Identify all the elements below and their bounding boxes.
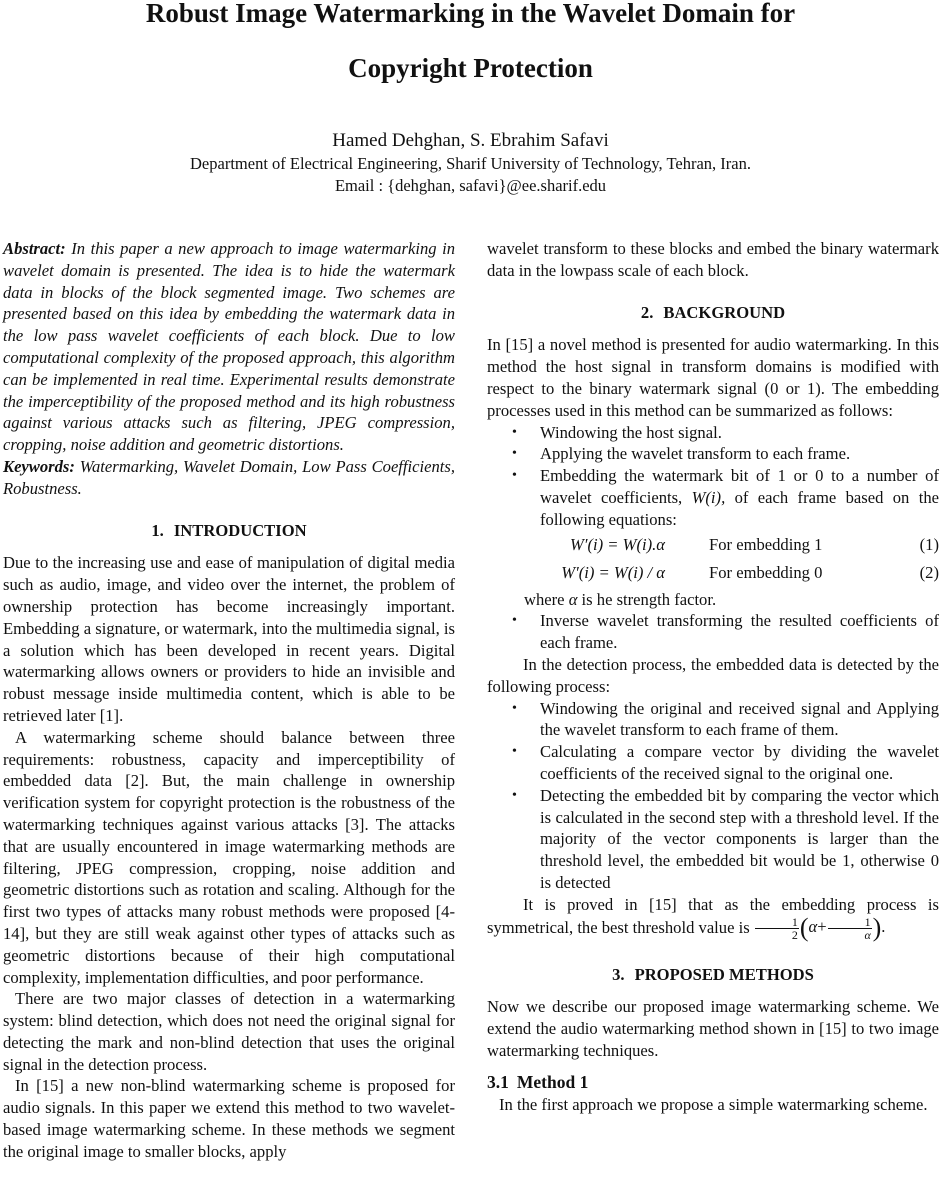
bullet-icon: •	[512, 446, 517, 462]
keywords-label: Keywords:	[3, 456, 75, 476]
paper-title-line-2: Copyright Protection	[348, 53, 593, 83]
section-heading-proposed-methods	[487, 964, 939, 986]
list-item: • Inverse wavelet transforming the resulted coefficients of each frame.	[512, 611, 939, 653]
intro-paragraph-3: There are two major classes of detection in a watermarking system: blind detection, which does not need the original signal for detecting the mark and non-blind detection that uses the original signal in the detection process.	[3, 989, 455, 1074]
list-item: • Detecting the embedded bit by comparing the vector which is calculated in the second step with a threshold level. If the majority of the vector components is larger than the threshold level, the embedded bit would be 1, otherwise 0 is detected	[512, 785, 939, 892]
embedding-steps-list-continued	[487, 610, 939, 654]
subsection-heading-method-1	[487, 1072, 939, 1094]
section-number: 3.	[612, 964, 625, 984]
section-heading-background	[487, 302, 939, 324]
authors: Hamed Dehghan, S. Ebrahim Safavi	[332, 130, 609, 151]
abstract	[3, 238, 455, 456]
equation-1	[487, 531, 939, 559]
equation-condition: For embedding 0	[709, 562, 823, 582]
paper-title-line-1: Robust Image Watermarking in the Wavelet Domain for	[145, 0, 796, 28]
bullet-icon: •	[512, 787, 517, 803]
affiliation: Department of Electrical Engineering, Sharif University of Technology, Tehran, Iran.	[190, 154, 751, 173]
equation-expression: W′(i) = W(i) / α	[561, 562, 665, 582]
section-number: 2.	[640, 302, 654, 322]
bullet-icon: •	[512, 613, 517, 629]
method-1-paragraph: In the first approach we propose a simple watermarking scheme.	[499, 1094, 928, 1114]
section-title: INTRODUCTION	[173, 520, 307, 540]
list-item: • Windowing the original and received signal and Applying the wavelet transform to each frame of them.	[512, 698, 939, 740]
section-heading-introduction	[3, 520, 455, 542]
intro-paragraph-2: A watermarking scheme should balance between three requirements: robustness, capacity and imperceptibility of embedded data [2]. But, the main challenge in ownership verification system for copyright protection is the robustness of the watermarking techniques against various attacks [3]. The attacks that are usually encountered in image watermarking methods are filtering, JPEG compression, cropping, noise addition and geometric distortions such as rotation and scaling. Although for the first two types of attacks many robust methods were proposed [4-14], but they are still weak against other types of attacks such as geometric distortions because of their high computational complexity, implementation difficulties, and poor performance.	[3, 727, 455, 987]
email: Email : {dehghan, safavi}@ee.sharif.edu	[334, 176, 607, 195]
subsection-number: 3.1	[487, 1071, 509, 1092]
abstract-text: In this paper a new approach to image watermarking in wavelet domain is presented. The idea is to hide the watermark data in blocks of the block segmented image. Two schemes are presented based on this idea by embedding the watermark data in the low pass wavelet coefficients of each block. Due to low computational complexity of the proposed approach, this algorithm can be implemented in real time. Experimental results demonstrate the imperceptibility of the proposed method and its high robustness against various attacks such as filtering, JPEG compression, cropping, noise addition and geometric distortions.	[3, 239, 455, 455]
threshold-paragraph: It is proved in [15] that as the embedding process is symmetrical, the best threshold value is $\frac{1}{2}$ (α+ $\frac{1}{\alpha}$ ).	[487, 894, 939, 943]
equation-2	[487, 559, 939, 587]
section-title: PROPOSED METHODS	[634, 964, 814, 984]
right-column	[487, 238, 939, 1115]
section-number: 1.	[151, 520, 164, 540]
intro-paragraph-4: In [15] a new non-blind watermarking scheme is proposed for audio signals. In this paper we extend this method to two wavelet-based image watermarking scheme. In these methods we segment the original image to smaller blocks, apply	[3, 1076, 455, 1161]
embedding-steps-list	[487, 422, 939, 531]
bullet-icon: •	[512, 424, 517, 440]
strength-factor-note: where α is he strength factor.	[524, 589, 717, 609]
equation-number: (2)	[919, 562, 939, 582]
proposed-paragraph-1: Now we describe our proposed image watermarking scheme. We extend the audio watermarking method shown in [15] to two image watermarking techniques.	[487, 997, 939, 1060]
equation-condition: For embedding 1	[709, 534, 823, 554]
equation-expression: W′(i) = W(i).α	[570, 534, 665, 554]
left-column	[3, 238, 455, 1163]
abstract-label: Abstract:	[3, 239, 66, 258]
list-item: • Windowing the host signal.	[512, 422, 722, 442]
bullet-icon: •	[512, 468, 517, 484]
detection-steps-list	[487, 698, 939, 894]
intro-paragraph-1: Due to the increasing use and ease of manipulation of digital media such as audio, image, and video over the internet, the problem of ownership protection has become increasingly important. Embedding a signature, or watermark, into the multimedia signal, is a solution which has been developed in recent years. Digital watermarking allows owners or providers to hide an invisible and robust message inside multimedia content, which is able to be retrieved later [1].	[3, 553, 455, 725]
list-item: • Applying the wavelet transform to each frame.	[512, 444, 851, 464]
keywords-text: Watermarking, Wavelet Domain, Low Pass Coefficients, Robustness.	[3, 456, 455, 498]
bullet-icon: •	[512, 744, 517, 760]
subsection-title: Method 1	[516, 1071, 589, 1092]
list-item: • Calculating a compare vector by dividing the wavelet coefficients of the received signal to the original one.	[512, 742, 939, 783]
detection-intro: In the detection process, the embedded data is detected by the following process:	[487, 654, 939, 696]
keywords	[3, 456, 455, 500]
background-paragraph-1: In [15] a novel method is presented for audio watermarking. In this method the host signal in transform domains is modified with respect to the binary watermark signal (0 or 1). The embedding processes used in this method can be summarized as follows:	[487, 335, 939, 420]
list-item: • Embedding the watermark bit of 1 or 0 to a number of wavelet coefficients, W(i), of each frame based on the following equations:	[512, 466, 939, 529]
equation-number: (1)	[919, 534, 939, 554]
section-title: BACKGROUND	[663, 302, 786, 322]
intro-paragraph-4-continued: wavelet transform to these blocks and embed the binary watermark data in the lowpass scale of each block.	[487, 239, 939, 280]
bullet-icon: •	[512, 700, 517, 716]
threshold-formula: $\frac{1}{2}$ (α+ $\frac{1}{\alpha}$ ).	[754, 917, 886, 936]
